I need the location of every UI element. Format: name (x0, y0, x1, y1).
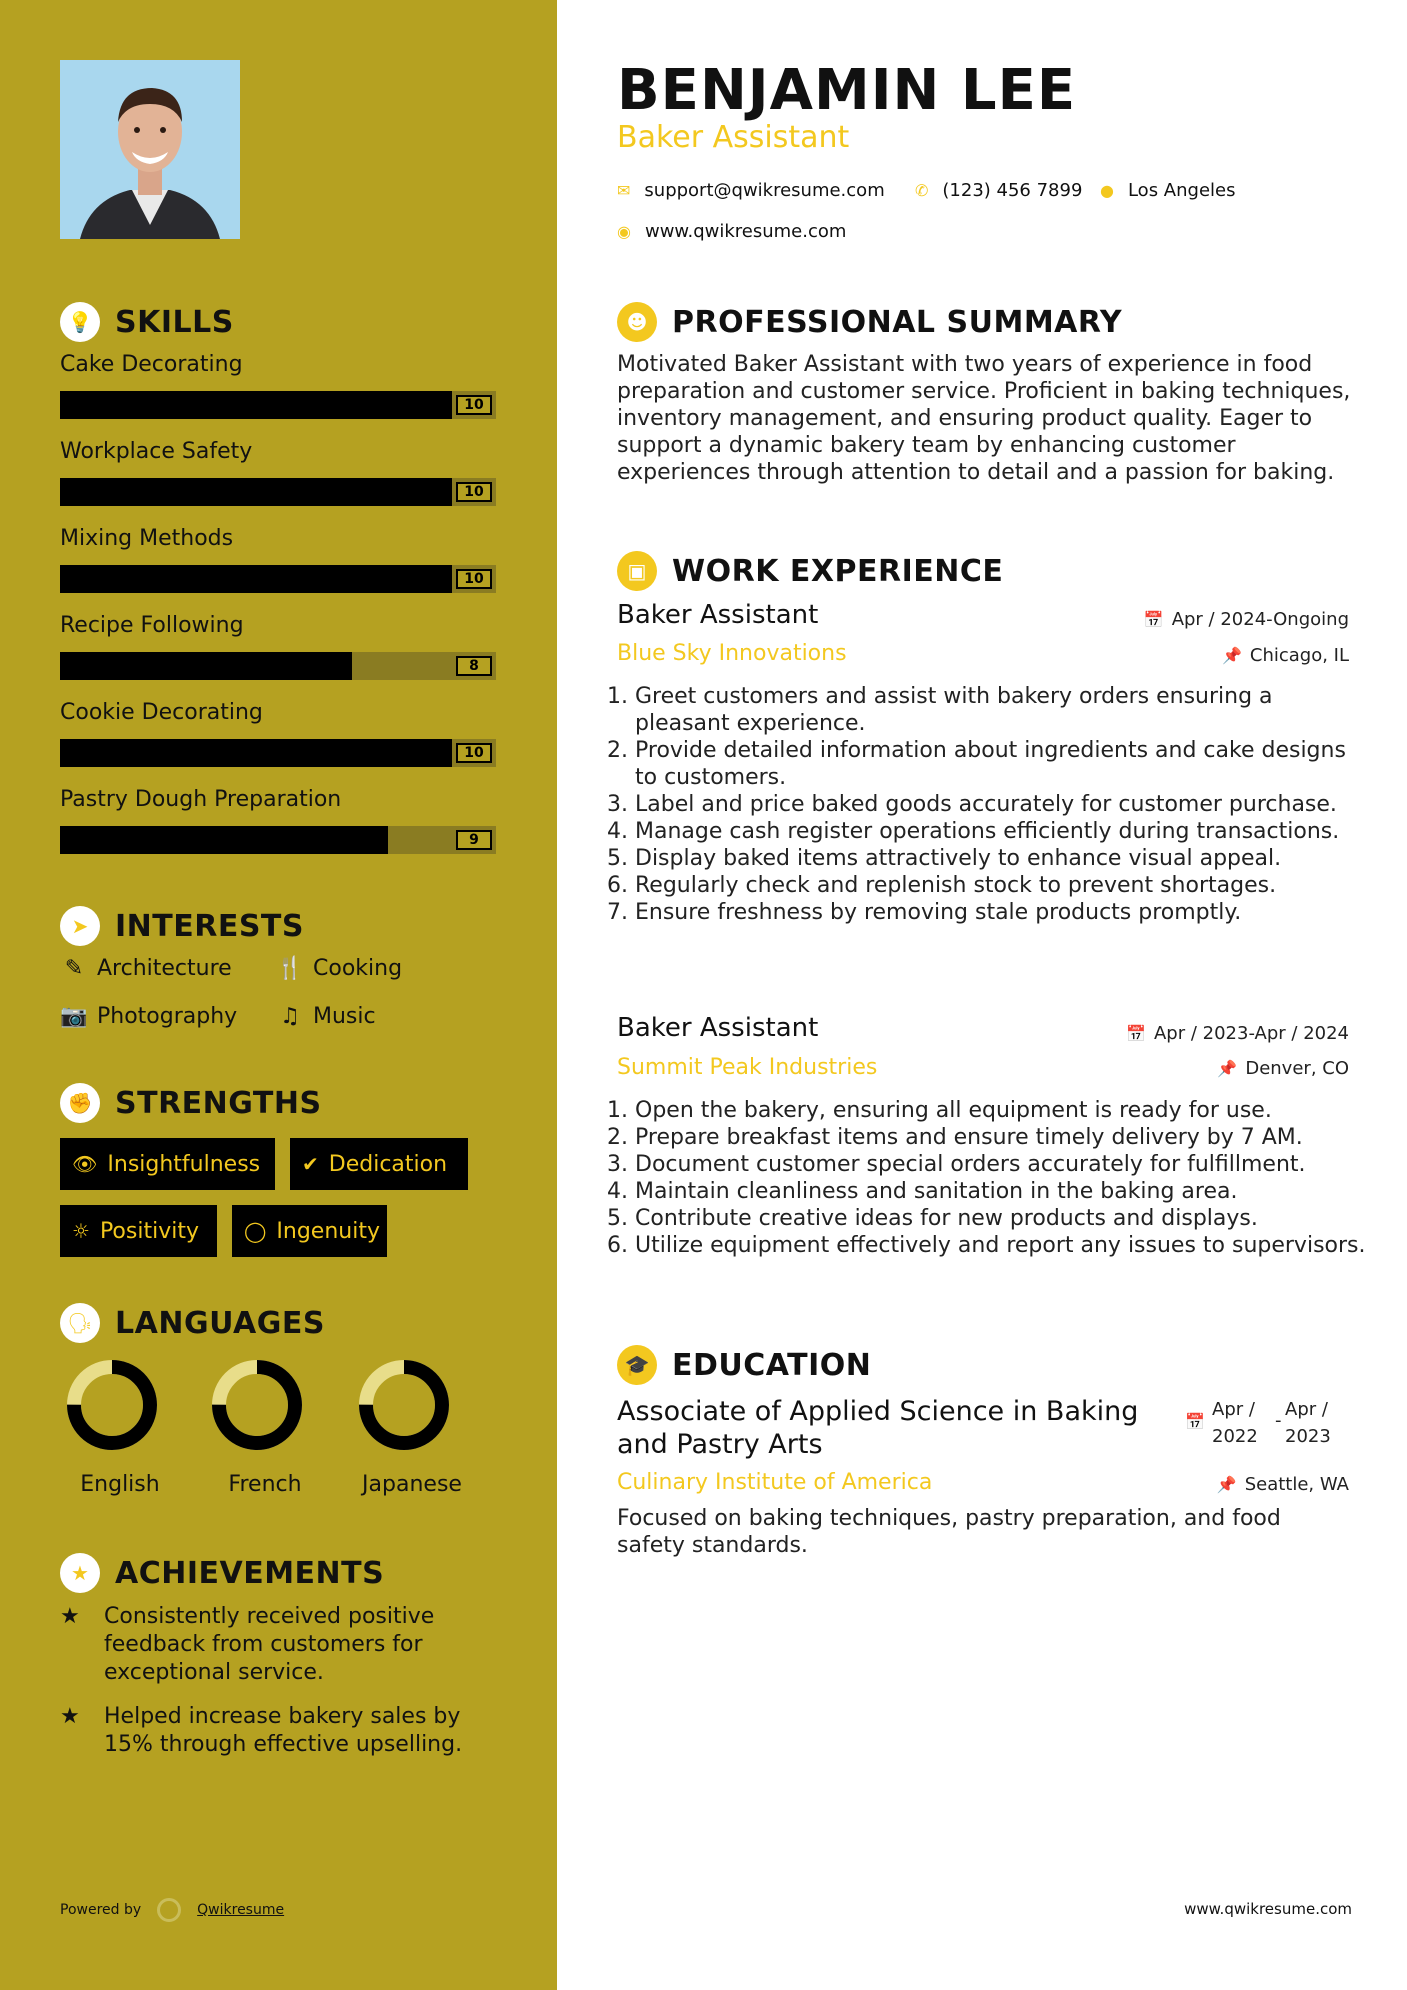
phone-text: (123) 456 7899 (942, 180, 1083, 201)
job-dates-text: Apr / 2024-Ongoing (1171, 609, 1349, 630)
edu-location (1217, 1474, 1349, 1495)
location-text: Los Angeles (1127, 180, 1236, 201)
skill-bar-fill (60, 478, 452, 506)
candidate-name: BENJAMIN LEE (617, 58, 1077, 123)
job-title: Baker Assistant (617, 1013, 819, 1043)
education-title: EDUCATION (672, 1347, 872, 1383)
language-name: Japanese (362, 1472, 462, 1497)
pencil-ruler-icon: ✎ (64, 956, 84, 981)
duty-item: 1. Open the bakery, ensuring all equipment is ready for use. (635, 1097, 1370, 1124)
achievement-text: Helped increase bakery sales by 15% through effective upselling. (104, 1704, 463, 1757)
sidebar (0, 0, 557, 1990)
experience-title: WORK EXPERIENCE (672, 553, 1004, 589)
skill-level-badge: 8 (456, 656, 492, 676)
skill-name: Cake Decorating (60, 352, 243, 377)
qwikresume-logo-icon (157, 1898, 181, 1922)
achievement-text: Consistently received positive feedback from customers for exceptional service. (104, 1604, 435, 1685)
job-title: Baker Assistant (617, 600, 819, 630)
strength-label: Dedication (328, 1151, 448, 1177)
sun-icon: ☼ (72, 1219, 90, 1243)
job-company: Blue Sky Innovations (617, 641, 847, 666)
education-description: Focused on baking techniques, pastry preparation, and food safety standards. (617, 1506, 1281, 1558)
skill-bar (60, 826, 496, 854)
office-chair-icon: ▣ (617, 551, 657, 591)
interest-label: Music (313, 1004, 376, 1029)
calendar-icon: 📅 (1143, 610, 1164, 629)
interest-label: Cooking (313, 956, 403, 981)
pushpin-icon: 📌 (1221, 646, 1242, 665)
edu-location-text: Seattle, WA (1244, 1474, 1349, 1495)
duty-item: 6. Regularly check and replenish stock to prevent shortages. (635, 872, 1370, 899)
user-icon: ☻ (617, 302, 657, 342)
interest-label: Architecture (97, 956, 232, 981)
skill-level-badge: 10 (456, 569, 492, 589)
strength-chip (232, 1205, 387, 1257)
language-ring (219, 1367, 295, 1443)
summary-text: Motivated Baker Assistant with two years of experience in food preparation and customer service. Proficient in baking techniques, inventory management, and ensuring product quality. Eager to support a dynamic bakery team by enhancing customer experiences through attention to detail and a passion for baking. (617, 352, 1351, 485)
skill-name: Cookie Decorating (60, 700, 263, 725)
contact-location (1100, 180, 1235, 201)
interest-item (276, 1004, 376, 1029)
check-circle-icon: ✔ (302, 1152, 319, 1176)
job-duties (617, 683, 1370, 926)
contact-phone[interactable] (915, 180, 1082, 201)
duty-item: 3. Label and price baked goods accurately for customer purchase. (635, 791, 1370, 818)
language-name: English (80, 1472, 160, 1497)
language-ring (366, 1367, 442, 1443)
skill-bar (60, 739, 496, 767)
graduate-icon: 🎓 (617, 1345, 657, 1385)
job-location (1217, 1058, 1349, 1079)
skill-bar (60, 478, 496, 506)
duty-item: 4. Manage cash register operations efficiently during transactions. (635, 818, 1370, 845)
fist-icon: ✊ (60, 1083, 100, 1123)
job-duties (617, 1097, 1370, 1259)
profile-photo-image (60, 60, 240, 239)
skill-name: Recipe Following (60, 613, 244, 638)
language-ring (74, 1367, 150, 1443)
job-dates (1144, 609, 1349, 630)
skills-header (60, 302, 234, 342)
language-rings (60, 1355, 540, 1455)
edu-end-year: 2023 (1285, 1426, 1331, 1447)
interest-item (60, 956, 232, 981)
utensils-icon: 🍴 (276, 956, 304, 981)
lightbulb-outline-icon: ◯ (244, 1219, 267, 1243)
achievement-item (60, 1703, 480, 1759)
edu-start-date (1212, 1396, 1258, 1450)
shooting-star-icon: ★ (60, 1604, 80, 1629)
email-text: support@qwikresume.com (644, 180, 885, 201)
skill-bar-fill (60, 739, 452, 767)
powered-by-label: Powered by (60, 1902, 142, 1918)
calendar-icon: 📅 (1185, 1412, 1205, 1431)
duty-item: 1. Greet customers and assist with bakery orders ensuring a pleasant experience. (635, 683, 1370, 737)
job-location (1222, 645, 1349, 666)
star-badge-icon: ★ (60, 1553, 100, 1593)
edu-date-separator: - (1275, 1410, 1282, 1431)
strength-chip (60, 1205, 217, 1257)
edu-start-year: 2022 (1212, 1426, 1258, 1447)
lightbulb-icon: 💡 (60, 302, 100, 342)
experience-header (617, 551, 1003, 591)
languages-header (60, 1303, 325, 1343)
qwikresume-link[interactable]: Qwikresume (197, 1902, 285, 1918)
edu-end-date (1285, 1396, 1331, 1450)
profile-photo (60, 60, 240, 239)
duty-item: 4. Maintain cleanliness and sanitation in the baking area. (635, 1178, 1370, 1205)
achievement-item (60, 1603, 480, 1687)
website-text: www.qwikresume.com (644, 221, 847, 242)
language-name: French (228, 1472, 302, 1497)
skill-bar-fill (60, 652, 352, 680)
strength-chip (290, 1138, 468, 1190)
strength-chip (60, 1138, 275, 1190)
duty-item: 2. Provide detailed information about ingredients and cake designs to customers. (635, 737, 1370, 791)
paper-plane-icon: ➤ (60, 906, 100, 946)
skill-level-badge: 10 (456, 482, 492, 502)
strengths-header (60, 1083, 322, 1123)
skill-bar-fill (60, 391, 452, 419)
school-name: Culinary Institute of America (617, 1470, 933, 1495)
job-location-text: Denver, CO (1245, 1058, 1349, 1079)
interests-title: INTERESTS (115, 908, 304, 944)
job-dates (1126, 1023, 1349, 1044)
skill-bar (60, 652, 496, 680)
pushpin-icon: 📌 (1217, 1059, 1238, 1078)
strengths-title: STRENGTHS (115, 1085, 322, 1121)
contact-email[interactable] (617, 180, 885, 201)
globe-icon: ◉ (617, 222, 631, 241)
duty-item: 2. Prepare breakfast items and ensure timely delivery by 7 AM. (635, 1124, 1370, 1151)
strength-label: Ingenuity (276, 1218, 380, 1244)
strength-label: Insightfulness (107, 1151, 261, 1177)
skill-bar-fill (60, 826, 388, 854)
calendar-icon: 📅 (1126, 1024, 1146, 1043)
candidate-role: Baker Assistant (617, 120, 850, 155)
summary-header (617, 302, 1122, 342)
achievements-header (60, 1553, 384, 1593)
powered-by (60, 1898, 284, 1922)
skill-name: Pastry Dough Preparation (60, 787, 342, 812)
skill-bar-fill (60, 565, 452, 593)
interest-item (60, 1004, 237, 1029)
duty-item: 5. Display baked items attractively to enhance visual appeal. (635, 845, 1370, 872)
job-location-text: Chicago, IL (1249, 645, 1349, 666)
contact-website[interactable] (617, 221, 846, 242)
pushpin-icon: 📌 (1216, 1475, 1237, 1494)
eye-icon: 👁 (72, 1152, 98, 1176)
duty-item: 5. Contribute creative ideas for new products and displays. (635, 1205, 1370, 1232)
skill-level-badge: 10 (456, 395, 492, 415)
skill-name: Workplace Safety (60, 439, 253, 464)
language-icon: 🗣 (60, 1303, 100, 1343)
footer-website-link[interactable]: www.qwikresume.com (1184, 1900, 1352, 1918)
job-company: Summit Peak Industries (617, 1055, 878, 1080)
summary-title: PROFESSIONAL SUMMARY (672, 304, 1123, 340)
camera-icon: 📷 (60, 1004, 88, 1029)
job-dates-text: Apr / 2023-Apr / 2024 (1153, 1023, 1349, 1044)
interests-header (60, 906, 304, 946)
duty-item: 6. Utilize equipment effectively and report any issues to supervisors. (635, 1232, 1370, 1259)
duty-item: 3. Document customer special orders accurately for fulfillment. (635, 1151, 1370, 1178)
duty-item: 7. Ensure freshness by removing stale products promptly. (635, 899, 1370, 926)
skill-level-badge: 9 (456, 830, 492, 850)
interest-item (276, 956, 402, 981)
shooting-star-icon: ★ (60, 1704, 80, 1729)
degree-title: Associate of Applied Science in Baking and Pastry Arts (617, 1396, 1139, 1460)
skill-bar (60, 391, 496, 419)
languages-title: LANGUAGES (115, 1305, 325, 1341)
skill-bar (60, 565, 496, 593)
edu-start-month: Apr / (1212, 1399, 1255, 1420)
edu-end-month: Apr / (1285, 1399, 1328, 1420)
skills-title: SKILLS (115, 304, 234, 340)
achievements-title: ACHIEVEMENTS (115, 1555, 385, 1591)
music-note-icon: ♫ (280, 1004, 300, 1029)
education-header (617, 1345, 871, 1385)
interest-label: Photography (97, 1004, 238, 1029)
envelope-icon: ✉ (617, 181, 631, 200)
map-pin-icon: ● (1100, 181, 1114, 200)
phone-icon: ✆ (915, 181, 929, 200)
skill-name: Mixing Methods (60, 526, 234, 551)
strength-label: Positivity (99, 1218, 199, 1244)
skill-level-badge: 10 (456, 743, 492, 763)
